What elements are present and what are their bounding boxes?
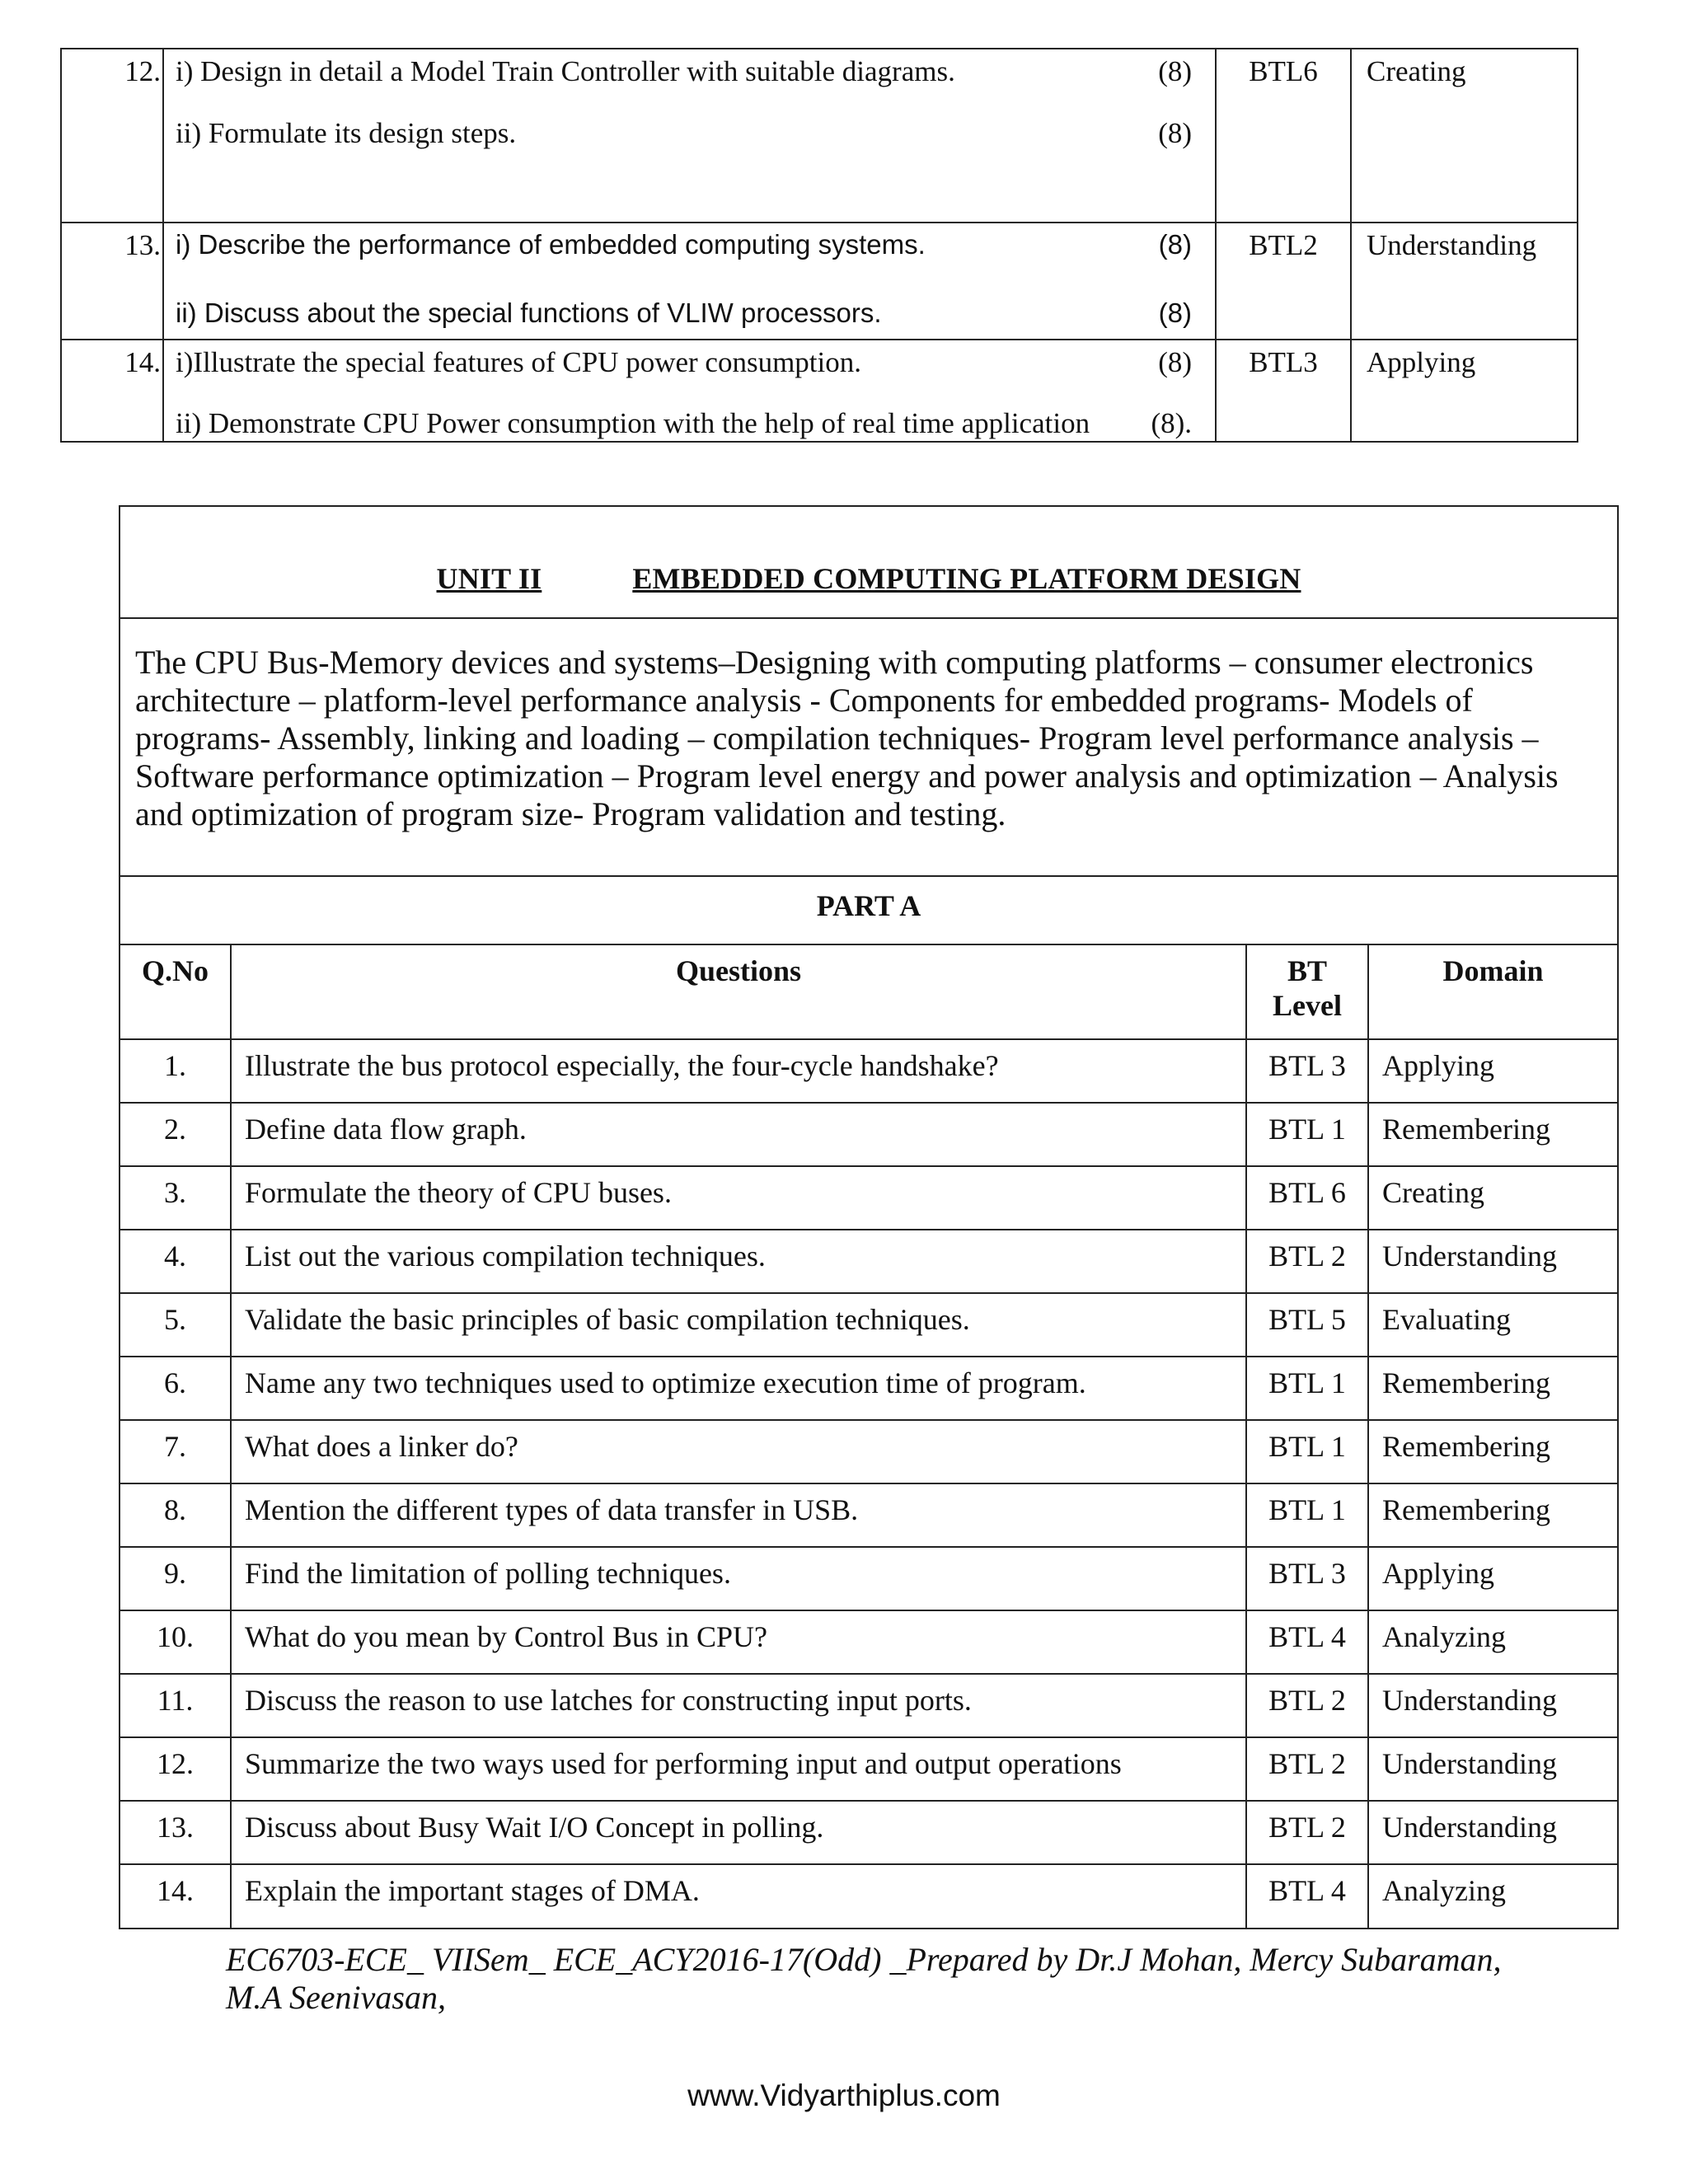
table-row	[61, 49, 1578, 223]
question-number: 3.	[120, 1166, 231, 1230]
header-row	[120, 945, 1617, 1039]
question-text: What do you mean by Control Bus in CPU?	[231, 1610, 1246, 1674]
question-number: 12.	[120, 1737, 231, 1801]
question-cell	[163, 340, 1216, 442]
table-row	[120, 1801, 1617, 1864]
domain: Understanding	[1368, 1674, 1617, 1737]
question-text: Summarize the two ways used for performing input and output operations	[231, 1737, 1246, 1801]
bt-level: BTL 2	[1246, 1674, 1368, 1737]
domain: Understanding	[1368, 1801, 1617, 1864]
question-text: Mention the different types of data transfer in USB.	[231, 1483, 1246, 1547]
marks: (8)	[1158, 298, 1192, 328]
domain: Understanding	[1368, 1230, 1617, 1293]
bt-level: BTL 4	[1246, 1864, 1368, 1928]
bt-level: BTL3	[1216, 340, 1351, 442]
part-a-table	[120, 945, 1617, 1928]
domain: Creating	[1351, 49, 1578, 223]
table-row	[120, 1864, 1617, 1928]
domain: Remembering	[1368, 1103, 1617, 1166]
bt-level: BTL2	[1216, 223, 1351, 340]
bt-level: BTL 2	[1246, 1230, 1368, 1293]
table-row	[120, 1737, 1617, 1801]
table-row	[120, 1674, 1617, 1737]
table-row	[61, 340, 1578, 442]
bt-level: BTL 1	[1246, 1420, 1368, 1483]
question-number: 9.	[120, 1547, 231, 1610]
part-a-heading: PART A	[120, 877, 1617, 945]
question-text: Illustrate the bus protocol especially, the four-cycle handshake?	[231, 1039, 1246, 1103]
domain: Understanding	[1368, 1737, 1617, 1801]
bt-level: BTL 6	[1246, 1166, 1368, 1230]
domain: Analyzing	[1368, 1864, 1617, 1928]
header-domain: Domain	[1368, 945, 1617, 1039]
question-number: 13.	[120, 1801, 231, 1864]
marks: (8)	[1158, 117, 1192, 149]
marks: (8)	[1158, 346, 1192, 378]
question-text: Name any two techniques used to optimize execution time of program.	[231, 1357, 1246, 1420]
question-text: Formulate the theory of CPU buses.	[231, 1166, 1246, 1230]
domain: Evaluating	[1368, 1293, 1617, 1357]
bt-level: BTL 5	[1246, 1293, 1368, 1357]
question-text: List out the various compilation techniques.	[231, 1230, 1246, 1293]
question-number: 12.	[61, 49, 163, 223]
unit-title	[120, 561, 1617, 596]
table-row	[120, 1420, 1617, 1483]
table-row	[120, 1166, 1617, 1230]
question-part-2: ii) Discuss about the special functions of VLIW processors.	[176, 298, 882, 328]
question-text: What does a linker do?	[231, 1420, 1246, 1483]
table-row	[61, 223, 1578, 340]
marks: (8)	[1158, 229, 1192, 260]
question-part-2: ii) Demonstrate CPU Power consumption with the help of real time application	[176, 407, 1090, 439]
question-number: 14.	[120, 1864, 231, 1928]
question-text: Discuss the reason to use latches for constructing input ports.	[231, 1674, 1246, 1737]
header-bt: BT	[1287, 954, 1328, 987]
table-row	[120, 1039, 1617, 1103]
question-number: 10.	[120, 1610, 231, 1674]
bt-level: BTL 2	[1246, 1801, 1368, 1864]
question-part-1: i) Describe the performance of embedded computing systems.	[176, 229, 926, 260]
question-part-1: i) Design in detail a Model Train Controller with suitable diagrams.	[176, 55, 955, 87]
question-number: 1.	[120, 1039, 231, 1103]
bt-level: BTL6	[1216, 49, 1351, 223]
domain: Remembering	[1368, 1420, 1617, 1483]
domain: Remembering	[1368, 1483, 1617, 1547]
domain: Understanding	[1351, 223, 1578, 340]
question-number: 7.	[120, 1420, 231, 1483]
question-text: Explain the important stages of DMA.	[231, 1864, 1246, 1928]
table-row	[120, 1610, 1617, 1674]
question-text: Find the limitation of polling techniques.	[231, 1547, 1246, 1610]
table-row	[120, 1357, 1617, 1420]
bt-level: BTL 2	[1246, 1737, 1368, 1801]
bt-level: BTL 4	[1246, 1610, 1368, 1674]
question-text: Validate the basic principles of basic compilation techniques.	[231, 1293, 1246, 1357]
question-number: 11.	[120, 1674, 231, 1737]
question-text: Define data flow graph.	[231, 1103, 1246, 1166]
unit-name: EMBEDDED COMPUTING PLATFORM DESIGN	[632, 562, 1301, 595]
table-row	[120, 1483, 1617, 1547]
question-text: Discuss about Busy Wait I/O Concept in polling.	[231, 1801, 1246, 1864]
domain: Applying	[1368, 1547, 1617, 1610]
domain: Applying	[1368, 1039, 1617, 1103]
question-number: 4.	[120, 1230, 231, 1293]
question-number: 13.	[61, 223, 163, 340]
marks: (8)	[1158, 55, 1192, 87]
syllabus-text: The CPU Bus-Memory devices and systems–Designing with computing platforms – consumer electronics architecture – platform-level performance analysis - Components for embedded programs- Models of programs- Assembly, linking and loading – compilation techniques- Program level performance analysis – Software performance optimization – Program level energy and power analysis and optimization – Analysis and optimization of program size- Program validation and testing.	[135, 644, 1559, 832]
site-url: www.Vidyarthiplus.com	[687, 2079, 1001, 2112]
question-number: 2.	[120, 1103, 231, 1166]
table-row	[120, 1103, 1617, 1166]
table-row	[120, 1230, 1617, 1293]
header-questions: Questions	[231, 945, 1246, 1039]
question-number: 14.	[61, 340, 163, 442]
unit-header	[120, 507, 1617, 619]
unit-label: UNIT II	[436, 562, 542, 595]
domain: Remembering	[1368, 1357, 1617, 1420]
marks: (8).	[1151, 407, 1192, 439]
unit-section	[119, 505, 1619, 1929]
question-part-2: ii) Formulate its design steps.	[176, 117, 517, 149]
part-a-body	[120, 1039, 1617, 1928]
header-level: Level	[1273, 989, 1342, 1022]
bt-level: BTL 3	[1246, 1547, 1368, 1610]
table-row	[120, 1293, 1617, 1357]
previous-questions-table	[60, 48, 1578, 443]
question-cell	[163, 223, 1216, 340]
syllabus-section	[120, 619, 1617, 877]
bt-level: BTL 1	[1246, 1103, 1368, 1166]
question-number: 8.	[120, 1483, 231, 1547]
question-cell	[163, 49, 1216, 223]
question-number: 5.	[120, 1293, 231, 1357]
footer-credit: EC6703-ECE_ VIISem_ ECE_ACY2016-17(Odd) _Prepared by Dr.J Mohan, Mercy Subaraman, M.A Seenivasan,	[226, 1941, 1502, 2016]
question-number: 6.	[120, 1357, 231, 1420]
domain: Creating	[1368, 1166, 1617, 1230]
table-row	[120, 1547, 1617, 1610]
header-bt-level	[1246, 945, 1368, 1039]
bt-level: BTL 1	[1246, 1483, 1368, 1547]
question-part-1: i)Illustrate the special features of CPU power consumption.	[176, 346, 862, 378]
bt-level: BTL 3	[1246, 1039, 1368, 1103]
header-qno: Q.No	[120, 945, 231, 1039]
domain: Analyzing	[1368, 1610, 1617, 1674]
domain: Applying	[1351, 340, 1578, 442]
bt-level: BTL 1	[1246, 1357, 1368, 1420]
